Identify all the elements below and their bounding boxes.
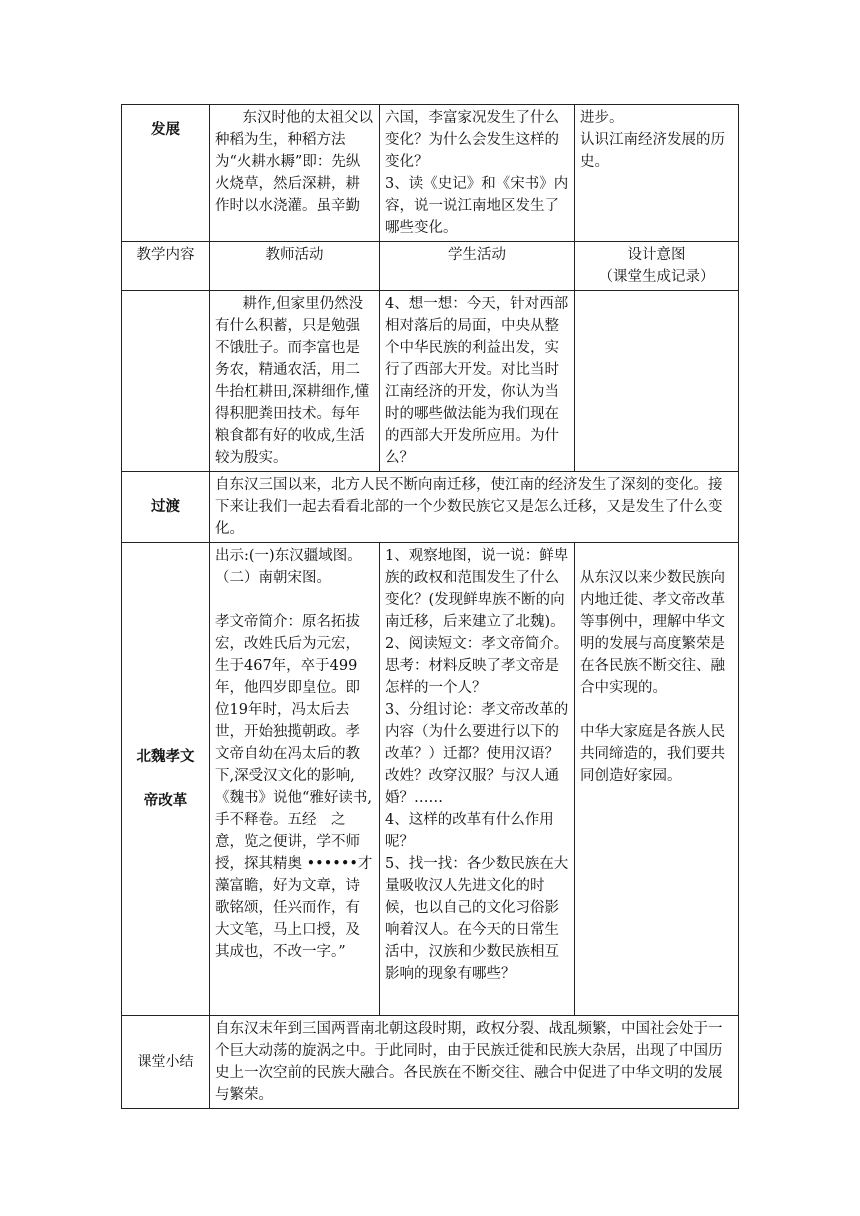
section-label-transition bbox=[122, 472, 210, 543]
student-activity-cell bbox=[380, 543, 575, 1016]
section-label-summary bbox=[122, 1016, 210, 1109]
design-intent-para2: 中华大家庭是各族人民共同缔造的，我们要共同创造好家园。 bbox=[580, 724, 725, 784]
lesson-plan-table bbox=[121, 104, 739, 1109]
teacher-activity-cell bbox=[210, 543, 380, 1016]
teacher-activity-text: 耕作,但家里仍然没有什么积蓄，只是勉强不饿肚子。而李富也是务农，精通农活，用二牛抬杠耕田,深耕细作,懂得积肥粪田技术。每年粮食都有好的收成,生活较为殷实。 bbox=[215, 296, 370, 466]
header-design-intent-line1: 设计意图 bbox=[627, 247, 686, 263]
section-label-empty bbox=[122, 291, 210, 472]
student-activity-text: 4、想一想：今天，针对西部相对落后的局面，中央从整个中华民族的利益出发，实行了西部大开发。对比当时江南经济的开发，你认为当时的哪些做法能为我们现在的西部大开发所应用。为什么？ bbox=[385, 296, 569, 466]
table-header-row bbox=[122, 242, 739, 291]
design-intent-cell bbox=[575, 105, 739, 242]
transition-text: 自东汉三国以来，北方人民不断向南迁移，使江南的经济发生了深刻的变化。接下来让我们一起去看看北部的一个少数民族它又是怎么迁移，又是发生了什么变化。 bbox=[215, 477, 723, 537]
teacher-show-text: 出示:(一)东汉疆域图。（二）南朝宋图。 bbox=[215, 548, 362, 586]
header-design-intent-line2: （课堂生成记录） bbox=[598, 269, 715, 285]
design-intent-cell bbox=[575, 291, 739, 472]
summary-text-cell bbox=[210, 1016, 739, 1109]
student-activity-text: 1、观察地图，说一说：鲜卑族的政权和范围发生了什么变化？(发现鲜卑族不断的向南迁移，后来建立了北魏)。 2、阅读短文：孝文帝简介。思考：材料反映了孝文帝是怎样的一个人？ 3、分组讨论：孝文帝改革的内容（为什么要进行以下的改革？）迁都？使用汉语？改姓？改穿汉服？与汉人通婚？…… 4、这样的改革有什么作用呢？ 5、找一找：各少数民族在大量吸收汉人先进文化的时候，也以自己的文化习俗影响着汉人。在今天的日常生活中，汉族和少数民族相互影响的现象有哪些？ bbox=[385, 548, 569, 982]
section-label-reform bbox=[122, 543, 210, 1016]
table-row-development-cont bbox=[122, 291, 739, 472]
design-intent-para1: 从东汉以来少数民族向内地迁徙、孝文帝改革等事例中，理解中华文明的发展与高度繁荣是在各民族不断交往、融合中实现的。 bbox=[580, 570, 725, 696]
transition-text-cell bbox=[210, 472, 739, 543]
table-row-development bbox=[122, 105, 739, 242]
section-title-line2: 帝改革 bbox=[143, 793, 188, 809]
teacher-activity-text: 东汉时他的太祖父以种稻为生，种稻方法为“火耕水耨”即：先纵火烧草，然后深耕，耕作时以水浇灌。虽辛勤 bbox=[215, 110, 374, 214]
spacer bbox=[580, 699, 733, 721]
design-intent-cell bbox=[575, 543, 739, 1016]
table-row-summary bbox=[122, 1016, 739, 1109]
spacer bbox=[215, 589, 374, 611]
design-intent-text: 进步。 认识江南经济发展的历史。 bbox=[580, 110, 725, 170]
student-activity-cell bbox=[380, 291, 575, 472]
teacher-activity-cell bbox=[210, 105, 380, 242]
summary-text: 自东汉末年到三国两晋南北朝这段时期，政权分裂、战乱频繁，中国社会处于一个巨大动荡的旋涡之中。于此同时，由于民族迁徙和民族大杂居，出现了中国历史上一次空前的民族大融合。各民族在不断交往、融合中促进了中华文明的发展与繁荣。 bbox=[215, 1021, 723, 1103]
section-title-line1: 北魏孝文 bbox=[136, 749, 195, 765]
teacher-intro-text: 孝文帝简介：原名拓拔宏，改姓氏后为元宏，生于467年，卒于499年，他四岁即皇位。即位19年时，冯太后去世，开始独揽朝政。孝文帝自幼在冯太后的教下,深受汉文化的影响,《魏书》说他“雅好读书,手不释卷。五经 之意，览之便讲，学不师授，探其精奥 ••••••才藻富瞻，好为文章，诗歌铭颂，任兴而作，有大文笔，马上口授，及其成也，不改一字。” bbox=[215, 614, 373, 960]
header-design-intent bbox=[575, 242, 739, 291]
section-label-development bbox=[122, 105, 210, 242]
header-teaching-content: 教学内容 bbox=[122, 242, 210, 291]
teacher-activity-cell bbox=[210, 291, 380, 472]
table-row-reform bbox=[122, 543, 739, 1016]
student-activity-text: 六国，李富家况发生了什么变化？为什么会发生这样的变化？ 3、读《史记》和《宋书》内容，说一说江南地区发生了哪些变化。 bbox=[385, 110, 569, 236]
section-title: 课堂小结 bbox=[137, 1054, 194, 1070]
section-title: 发展 bbox=[151, 122, 180, 138]
student-activity-cell bbox=[380, 105, 575, 242]
section-title: 过渡 bbox=[151, 499, 180, 515]
header-teacher-activity: 教师活动 bbox=[210, 242, 380, 291]
table-row-transition bbox=[122, 472, 739, 543]
header-student-activity: 学生活动 bbox=[380, 242, 575, 291]
